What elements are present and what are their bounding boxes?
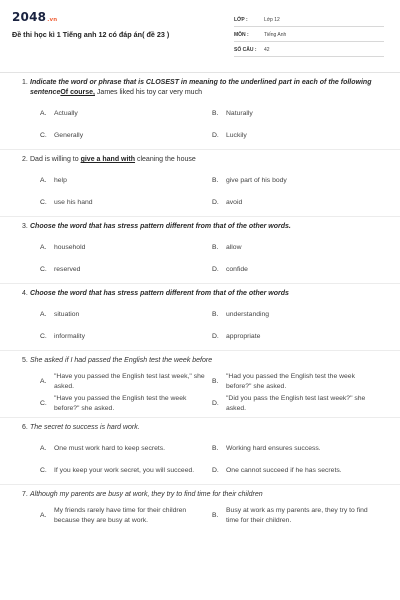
- option-d[interactable]: [212, 460, 384, 482]
- meta-label: MÔN :: [234, 32, 249, 38]
- option-d[interactable]: [212, 326, 384, 348]
- question-list: [12, 73, 388, 529]
- option-text: informality: [54, 333, 85, 340]
- option-letter: B.: [212, 378, 219, 385]
- option-letter: C.: [40, 333, 47, 340]
- meta-value: Tiếng Anh: [264, 32, 287, 38]
- option-text: Busy at work as my parents are, they try to find time for their children.: [226, 507, 368, 524]
- question-text-lead: Indicate the word or phrase that is CLOSEST in meaning to the underlined part in each of the following sentence: [30, 79, 372, 96]
- option-text: avoid: [226, 199, 243, 206]
- option-letter: C.: [40, 199, 47, 206]
- option-letter: A.: [40, 177, 47, 184]
- option-a[interactable]: [40, 505, 212, 527]
- option-letter: C.: [40, 400, 47, 407]
- option-letter: A.: [40, 244, 47, 251]
- option-letter: C.: [40, 132, 47, 139]
- option-text: Luckily: [226, 132, 247, 139]
- option-d[interactable]: [212, 192, 384, 214]
- option-text: household: [54, 244, 86, 251]
- option-b[interactable]: [212, 505, 384, 527]
- exam-meta: [234, 14, 384, 72]
- option-a[interactable]: [40, 237, 212, 259]
- option-d[interactable]: [212, 125, 384, 147]
- question-4: [0, 284, 400, 351]
- option-letter: A.: [40, 378, 47, 385]
- meta-label: SỐ CÂU :: [234, 47, 257, 53]
- option-a[interactable]: [40, 438, 212, 460]
- meta-label: LỚP :: [234, 17, 248, 23]
- option-letter: A.: [40, 512, 47, 519]
- option-letter: A.: [40, 445, 47, 452]
- option-b[interactable]: [212, 170, 384, 192]
- option-text: Actually: [54, 110, 78, 117]
- option-text: One cannot succeed if he has secrets.: [226, 467, 342, 474]
- option-letter: B.: [212, 512, 219, 519]
- question-7: [0, 485, 400, 529]
- question-text: Choose the word that has stress pattern different from that of the other words.: [30, 223, 291, 230]
- question-text-tail: cleaning the house: [135, 156, 196, 163]
- question-number: 3.: [22, 223, 28, 230]
- exam-title: Đề thi học kì 1 Tiếng anh 12 có đáp án( đề 23 ): [12, 30, 170, 39]
- option-letter: A.: [40, 110, 47, 117]
- option-letter: B.: [212, 445, 219, 452]
- brand-name: 2048: [12, 10, 47, 24]
- option-a[interactable]: [40, 371, 212, 393]
- option-letter: D.: [212, 400, 219, 407]
- question-number: 4.: [22, 290, 28, 297]
- question-number: 5.: [22, 357, 28, 364]
- option-letter: C.: [40, 266, 47, 273]
- option-a[interactable]: [40, 170, 212, 192]
- question-6: [0, 418, 400, 485]
- option-letter: B.: [212, 177, 219, 184]
- option-letter: B.: [212, 110, 219, 117]
- option-text: "Had you passed the English test the week before?" she asked.: [226, 373, 355, 390]
- option-letter: B.: [212, 311, 219, 318]
- option-text: appropriate: [226, 333, 261, 340]
- option-text: understanding: [226, 311, 270, 318]
- option-b[interactable]: [212, 103, 384, 125]
- option-text: One must work hard to keep secrets.: [54, 445, 166, 452]
- question-text: Although my parents are busy at work, they try to find time for their children: [30, 491, 263, 498]
- option-d[interactable]: [212, 393, 384, 415]
- option-text: situation: [54, 311, 80, 318]
- meta-value: Lớp 12: [264, 17, 280, 23]
- title-block: [12, 10, 169, 72]
- meta-row-count: [234, 44, 384, 57]
- option-a[interactable]: [40, 304, 212, 326]
- question-text: The secret to success is hard work.: [30, 424, 140, 431]
- option-b[interactable]: [212, 304, 384, 326]
- option-text: Naturally: [226, 110, 253, 117]
- option-letter: A.: [40, 311, 47, 318]
- option-c[interactable]: [40, 259, 212, 281]
- option-letter: D.: [212, 266, 219, 273]
- brand-tld: .vn: [47, 16, 58, 23]
- question-5: [0, 351, 400, 418]
- option-text: "Have you passed the English test the week before?" she asked.: [54, 395, 187, 412]
- option-text: My friends rarely have time for their children because they are busy at work.: [54, 507, 187, 524]
- option-text: Generally: [54, 132, 84, 139]
- underlined-phrase: Of course,: [60, 89, 95, 96]
- question-2: [0, 150, 400, 217]
- option-d[interactable]: [212, 259, 384, 281]
- option-c[interactable]: [40, 393, 212, 415]
- option-text: reserved: [54, 266, 81, 273]
- option-text: "Did you pass the English test last week?" she asked.: [226, 395, 366, 412]
- question-number: 6.: [22, 424, 28, 431]
- option-text: use his hand: [54, 199, 93, 206]
- option-c[interactable]: [40, 192, 212, 214]
- option-b[interactable]: [212, 438, 384, 460]
- option-letter: C.: [40, 467, 47, 474]
- question-number: 1.: [22, 79, 28, 86]
- option-letter: D.: [212, 467, 219, 474]
- option-a[interactable]: [40, 103, 212, 125]
- option-text: Working hard ensures success.: [226, 445, 321, 452]
- question-3: [0, 217, 400, 284]
- brand-logo[interactable]: [12, 10, 169, 24]
- meta-row-class: [234, 14, 384, 27]
- question-text: Choose the word that has stress pattern different from that of the other words: [30, 290, 289, 297]
- option-letter: D.: [212, 132, 219, 139]
- question-1: [0, 73, 400, 150]
- question-number: 7.: [22, 491, 28, 498]
- underlined-phrase: give a hand with: [80, 156, 136, 163]
- question-text: [30, 78, 388, 98]
- option-b[interactable]: [212, 371, 384, 393]
- question-text-tail: James liked his toy car very much: [94, 89, 202, 96]
- option-text: allow: [226, 244, 242, 251]
- exam-header: [12, 10, 388, 72]
- question-text: [30, 155, 388, 165]
- option-text: give part of his body: [226, 177, 287, 184]
- option-letter: D.: [212, 333, 219, 340]
- question-text: She asked if I had passed the English test the week before: [30, 357, 213, 364]
- option-c[interactable]: [40, 460, 212, 482]
- option-letter: D.: [212, 199, 219, 206]
- option-text: help: [54, 177, 67, 184]
- option-text: "Have you passed the English test last week," she asked.: [54, 373, 205, 390]
- option-letter: B.: [212, 244, 219, 251]
- meta-value: 42: [264, 47, 270, 53]
- option-text: confide: [226, 266, 248, 273]
- option-c[interactable]: [40, 125, 212, 147]
- option-b[interactable]: [212, 237, 384, 259]
- question-text-lead: Dad is willing to: [30, 156, 81, 163]
- option-c[interactable]: [40, 326, 212, 348]
- option-text: If you keep your work secret, you will succeed.: [54, 467, 195, 474]
- meta-row-subject: [234, 29, 384, 42]
- question-number: 2.: [22, 156, 28, 163]
